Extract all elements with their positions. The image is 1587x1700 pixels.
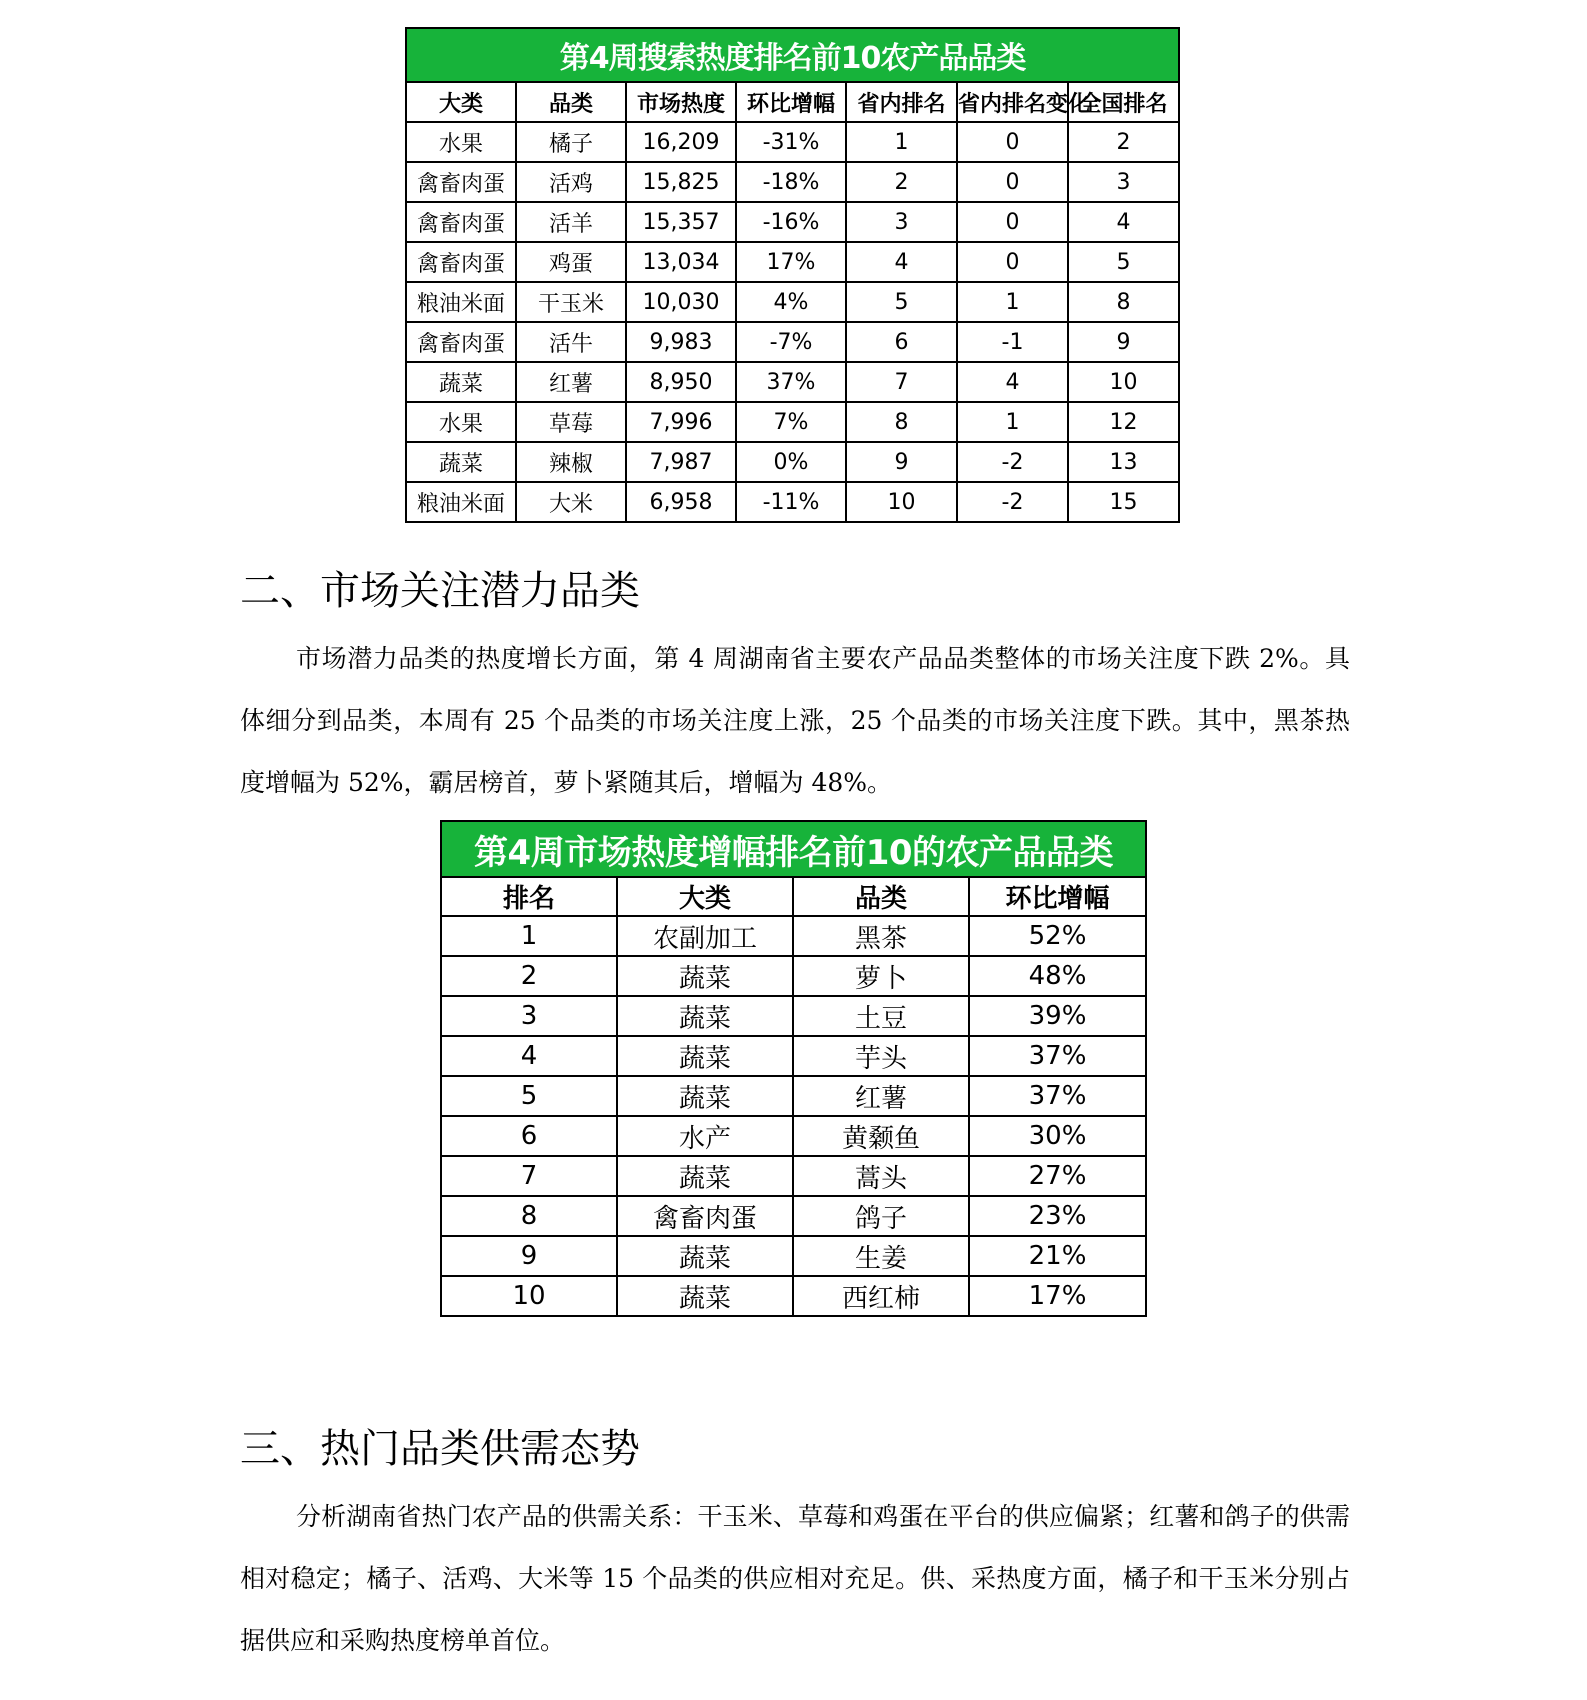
table-cell: 52%: [969, 916, 1146, 956]
table-cell: 粮油米面: [406, 282, 516, 322]
table-cell: 红薯: [516, 362, 626, 402]
table-cell: 3: [441, 996, 617, 1036]
column-header: 排名: [441, 877, 617, 916]
table-cell: 蔬菜: [617, 1156, 793, 1196]
table-cell: 0: [957, 162, 1068, 202]
table-cell: 10: [846, 482, 957, 522]
table-cell: 2: [846, 162, 957, 202]
table-cell: -1: [957, 322, 1068, 362]
table-cell: 8: [441, 1196, 617, 1236]
table-cell: 23%: [969, 1196, 1146, 1236]
table-cell: 21%: [969, 1236, 1146, 1276]
table-cell: 30%: [969, 1116, 1146, 1156]
table-cell: 7,987: [626, 442, 736, 482]
table-cell: 5: [1068, 242, 1179, 282]
table-cell: 土豆: [793, 996, 969, 1036]
table-cell: -7%: [736, 322, 846, 362]
table-cell: 9: [1068, 322, 1179, 362]
table-cell: 禽畜肉蛋: [406, 242, 516, 282]
table-cell: 7%: [736, 402, 846, 442]
table-row: [406, 242, 1179, 282]
table-cell: 10,030: [626, 282, 736, 322]
table-cell: 蔬菜: [617, 996, 793, 1036]
table-cell: 13,034: [626, 242, 736, 282]
table-cell: 16,209: [626, 122, 736, 162]
table-cell: 禽畜肉蛋: [406, 162, 516, 202]
table-cell: 干玉米: [516, 282, 626, 322]
table-cell: 黄颡鱼: [793, 1116, 969, 1156]
table-cell: 大米: [516, 482, 626, 522]
table-cell: 7: [441, 1156, 617, 1196]
table-cell: 4: [441, 1036, 617, 1076]
column-header: 省内排名变化: [957, 82, 1068, 122]
table-cell: 6,958: [626, 482, 736, 522]
table-cell: 黑茶: [793, 916, 969, 956]
table-cell: 8: [1068, 282, 1179, 322]
table-row: [441, 1036, 1146, 1076]
table-title: 第4周市场热度增幅排名前10的农产品品类: [441, 821, 1146, 877]
table-cell: 8,950: [626, 362, 736, 402]
table-cell: 蔬菜: [617, 1036, 793, 1076]
table-cell: 2: [441, 956, 617, 996]
table-cell: 37%: [969, 1036, 1146, 1076]
table-row: [406, 282, 1179, 322]
table-cell: 9: [846, 442, 957, 482]
table-row: [441, 1116, 1146, 1156]
table-cell: -16%: [736, 202, 846, 242]
column-header: 环比增幅: [736, 82, 846, 122]
table-cell: 12: [1068, 402, 1179, 442]
column-header: 环比增幅: [969, 877, 1146, 916]
table-cell: 芋头: [793, 1036, 969, 1076]
table-body: [406, 122, 1179, 522]
table-cell: 6: [846, 322, 957, 362]
table-cell: 15: [1068, 482, 1179, 522]
table-row: [406, 402, 1179, 442]
table-cell: 17%: [736, 242, 846, 282]
table-cell: 1: [441, 916, 617, 956]
table-cell: -31%: [736, 122, 846, 162]
table-cell: 10: [441, 1276, 617, 1316]
table-cell: 4: [957, 362, 1068, 402]
table-row: [406, 202, 1179, 242]
table-cell: 蒿头: [793, 1156, 969, 1196]
table-cell: 0: [957, 242, 1068, 282]
table-cell: 水果: [406, 122, 516, 162]
table-cell: 13: [1068, 442, 1179, 482]
table-cell: 7: [846, 362, 957, 402]
table-cell: -11%: [736, 482, 846, 522]
table-cell: 辣椒: [516, 442, 626, 482]
table-header-row: [441, 877, 1146, 916]
column-header: 大类: [617, 877, 793, 916]
table-row: [441, 1196, 1146, 1236]
table-cell: 蔬菜: [617, 1236, 793, 1276]
table-cell: 蔬菜: [406, 442, 516, 482]
table-cell: 粮油米面: [406, 482, 516, 522]
table-cell: 6: [441, 1116, 617, 1156]
table-title: 第4周搜索热度排名前10农产品品类: [406, 28, 1179, 82]
table-cell: -2: [957, 442, 1068, 482]
column-header: 省内排名: [846, 82, 957, 122]
table-cell: 红薯: [793, 1076, 969, 1116]
table-cell: 39%: [969, 996, 1146, 1036]
column-header: 大类: [406, 82, 516, 122]
table-cell: 活牛: [516, 322, 626, 362]
table-row: [441, 1276, 1146, 1316]
table-cell: 3: [846, 202, 957, 242]
column-header: 市场热度: [626, 82, 736, 122]
table-cell: 活鸡: [516, 162, 626, 202]
table-cell: 蔬菜: [617, 956, 793, 996]
table-cell: 1: [957, 402, 1068, 442]
table-cell: 9: [441, 1236, 617, 1276]
table-cell: 48%: [969, 956, 1146, 996]
table-cell: 37%: [736, 362, 846, 402]
table-cell: 西红柿: [793, 1276, 969, 1316]
table-cell: -2: [957, 482, 1068, 522]
table-row: [441, 916, 1146, 956]
column-header: 品类: [516, 82, 626, 122]
table-cell: 4%: [736, 282, 846, 322]
table-row: [441, 1076, 1146, 1116]
table-cell: 15,825: [626, 162, 736, 202]
table-row: [406, 322, 1179, 362]
table-cell: 0: [957, 122, 1068, 162]
table-cell: 水产: [617, 1116, 793, 1156]
table-cell: 0%: [736, 442, 846, 482]
table-cell: 27%: [969, 1156, 1146, 1196]
section-heading: 二、市场关注潜力品类: [240, 568, 640, 614]
heat-growth-top10-table: [440, 820, 1147, 1317]
table-cell: 2: [1068, 122, 1179, 162]
table-cell: 5: [846, 282, 957, 322]
table-cell: 活羊: [516, 202, 626, 242]
table-header-row: [406, 82, 1179, 122]
table-row: [406, 162, 1179, 202]
table-cell: 禽畜肉蛋: [406, 202, 516, 242]
table-cell: 萝卜: [793, 956, 969, 996]
table-row: [406, 122, 1179, 162]
table-cell: 3: [1068, 162, 1179, 202]
table-cell: 4: [1068, 202, 1179, 242]
search-heat-top10-table: [405, 27, 1180, 523]
section-heading: 三、热门品类供需态势: [240, 1426, 640, 1472]
table-cell: 17%: [969, 1276, 1146, 1316]
table-cell: 9,983: [626, 322, 736, 362]
table-cell: 蔬菜: [617, 1276, 793, 1316]
table-cell: 禽畜肉蛋: [617, 1196, 793, 1236]
table-cell: 0: [957, 202, 1068, 242]
table-row: [406, 442, 1179, 482]
table-cell: 1: [846, 122, 957, 162]
table-cell: 7,996: [626, 402, 736, 442]
table-cell: 生姜: [793, 1236, 969, 1276]
table-cell: 10: [1068, 362, 1179, 402]
table-cell: 农副加工: [617, 916, 793, 956]
table-cell: 水果: [406, 402, 516, 442]
table-row: [406, 362, 1179, 402]
table-body: [441, 916, 1146, 1316]
table-cell: 1: [957, 282, 1068, 322]
table-cell: 橘子: [516, 122, 626, 162]
section-paragraph: 市场潜力品类的热度增长方面，第 4 周湖南省主要农产品品类整体的市场关注度下跌 2%。具体细分到品类，本周有 25 个品类的市场关注度上涨，25 个品类的市场关注度下跌。其中，黑茶热度增幅为 52%，霸居榜首，萝卜紧随其后，增幅为 48%。: [240, 644, 1350, 797]
column-header: 品类: [793, 877, 969, 916]
table-cell: 鸡蛋: [516, 242, 626, 282]
table-cell: 37%: [969, 1076, 1146, 1116]
table-cell: 草莓: [516, 402, 626, 442]
column-header: 全国排名: [1068, 82, 1179, 122]
table-cell: 8: [846, 402, 957, 442]
table-cell: 5: [441, 1076, 617, 1116]
table-row: [441, 996, 1146, 1036]
table-cell: 蔬菜: [617, 1076, 793, 1116]
table-cell: 4: [846, 242, 957, 282]
table-row: [441, 1156, 1146, 1196]
table-cell: 蔬菜: [406, 362, 516, 402]
table-cell: -18%: [736, 162, 846, 202]
table-cell: 鸽子: [793, 1196, 969, 1236]
table-row: [441, 1236, 1146, 1276]
table-row: [441, 956, 1146, 996]
table-row: [406, 482, 1179, 522]
section-paragraph: 分析湖南省热门农产品的供需关系：干玉米、草莓和鸡蛋在平台的供应偏紧；红薯和鸽子的供需相对稳定；橘子、活鸡、大米等 15 个品类的供应相对充足。供、采热度方面，橘子和干玉米分别占据供应和采购热度榜单首位。: [240, 1502, 1350, 1655]
table-cell: 15,357: [626, 202, 736, 242]
table-cell: 禽畜肉蛋: [406, 322, 516, 362]
